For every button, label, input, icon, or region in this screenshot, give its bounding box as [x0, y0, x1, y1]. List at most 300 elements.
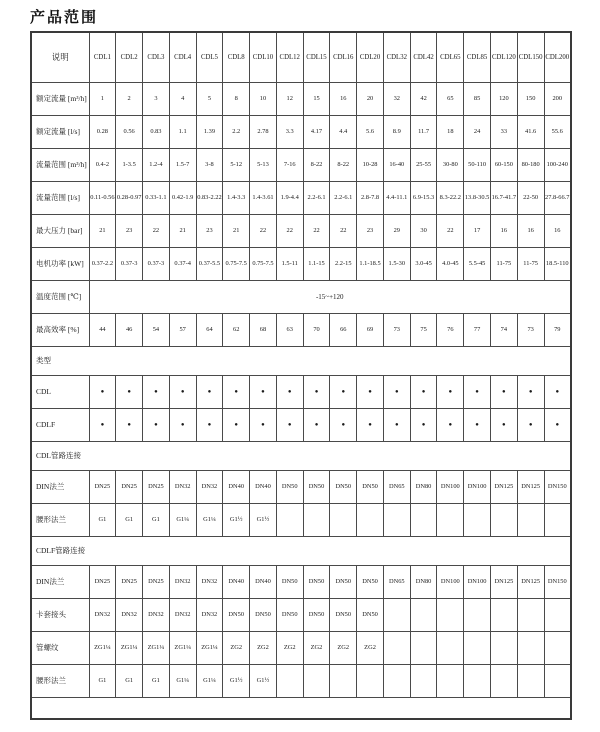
value-cell: [410, 598, 437, 631]
value-cell: DN50: [276, 598, 303, 631]
value-cell: 1.1-18.5: [357, 247, 384, 280]
value-cell: 1-3.5: [116, 148, 143, 181]
availability-bullet-cell: ●: [303, 408, 330, 441]
value-cell: G1½: [223, 503, 250, 536]
value-cell: 55.6: [544, 115, 571, 148]
column-header: CDL15: [303, 32, 330, 82]
value-cell: 18.5-110: [544, 247, 571, 280]
value-cell: [410, 631, 437, 664]
value-cell: 12: [276, 82, 303, 115]
value-cell: 4: [169, 82, 196, 115]
value-cell: 100-240: [544, 148, 571, 181]
availability-bullet-cell: ●: [490, 375, 517, 408]
value-cell: [383, 631, 410, 664]
value-cell: 11-75: [517, 247, 544, 280]
value-cell: DN100: [464, 470, 491, 503]
value-cell: 0.75-7.5: [250, 247, 277, 280]
value-cell: G1½: [250, 503, 277, 536]
row-label: DIN法兰: [31, 470, 89, 503]
value-cell: DN25: [143, 565, 170, 598]
value-cell: 68: [250, 313, 277, 346]
availability-bullet-cell: ●: [383, 375, 410, 408]
value-cell: 22: [303, 214, 330, 247]
section-header-row: [31, 441, 571, 470]
value-cell: 62: [223, 313, 250, 346]
availability-bullet-cell: ●: [490, 408, 517, 441]
value-cell: ZG2: [250, 631, 277, 664]
value-cell: DN32: [196, 470, 223, 503]
value-cell: 0.42-1.9: [169, 181, 196, 214]
value-cell: [303, 664, 330, 697]
column-header: CDL2: [116, 32, 143, 82]
empty-cell: [31, 697, 571, 719]
table-row-merged: [31, 280, 571, 313]
value-cell: 22: [330, 214, 357, 247]
value-cell: 1.2-4: [143, 148, 170, 181]
value-cell: DN50: [330, 598, 357, 631]
value-cell: ZG2: [276, 631, 303, 664]
availability-bullet-cell: ●: [330, 375, 357, 408]
value-cell: 0.37-2.2: [89, 247, 116, 280]
value-cell: DN100: [437, 565, 464, 598]
value-cell: 16: [490, 214, 517, 247]
column-header: CDL120: [490, 32, 517, 82]
section-label: CDL管路连接: [31, 441, 571, 470]
value-cell: 200: [544, 82, 571, 115]
table-row: [31, 408, 571, 441]
value-cell: DN80: [410, 470, 437, 503]
value-cell: 77: [464, 313, 491, 346]
value-cell: 1.5-7: [169, 148, 196, 181]
value-cell: [544, 664, 571, 697]
value-cell: 0.37-4: [169, 247, 196, 280]
availability-bullet-cell: ●: [517, 375, 544, 408]
value-cell: [383, 503, 410, 536]
value-cell: [517, 503, 544, 536]
merged-value-cell: -15~+120: [89, 280, 571, 313]
value-cell: 2.8-7.8: [357, 181, 384, 214]
value-cell: G1¼: [196, 503, 223, 536]
value-cell: [276, 664, 303, 697]
availability-bullet-cell: ●: [89, 408, 116, 441]
value-cell: 23: [196, 214, 223, 247]
value-cell: [437, 598, 464, 631]
value-cell: [357, 503, 384, 536]
value-cell: [276, 503, 303, 536]
value-cell: 1.1-15: [303, 247, 330, 280]
value-cell: [544, 598, 571, 631]
value-cell: 22: [143, 214, 170, 247]
value-cell: [357, 664, 384, 697]
value-cell: DN125: [490, 565, 517, 598]
value-cell: 10-28: [357, 148, 384, 181]
value-cell: 4.4: [330, 115, 357, 148]
availability-bullet-cell: ●: [89, 375, 116, 408]
value-cell: 15: [303, 82, 330, 115]
value-cell: 2.2-15: [330, 247, 357, 280]
value-cell: DN50: [357, 470, 384, 503]
availability-bullet-cell: ●: [437, 375, 464, 408]
value-cell: 2.78: [250, 115, 277, 148]
value-cell: 16: [330, 82, 357, 115]
value-cell: [544, 503, 571, 536]
row-label: 额定流量 [m³/h]: [31, 82, 89, 115]
value-cell: 7-16: [276, 148, 303, 181]
value-cell: G1¼: [196, 664, 223, 697]
table-row: [31, 148, 571, 181]
value-cell: 21: [169, 214, 196, 247]
column-header: CDL4: [169, 32, 196, 82]
availability-bullet-cell: ●: [250, 408, 277, 441]
value-cell: 44: [89, 313, 116, 346]
availability-bullet-cell: ●: [383, 408, 410, 441]
value-cell: DN32: [169, 470, 196, 503]
availability-bullet-cell: ●: [357, 408, 384, 441]
value-cell: 22-50: [517, 181, 544, 214]
value-cell: 21: [223, 214, 250, 247]
value-cell: 0.75-7.5: [223, 247, 250, 280]
value-cell: 66: [330, 313, 357, 346]
section-header-row: [31, 346, 571, 375]
value-cell: G1: [89, 503, 116, 536]
availability-bullet-cell: ●: [143, 375, 170, 408]
section-label: 类型: [31, 346, 571, 375]
value-cell: [464, 631, 491, 664]
availability-bullet-cell: ●: [250, 375, 277, 408]
value-cell: 6.9-15.3: [410, 181, 437, 214]
availability-bullet-cell: ●: [223, 375, 250, 408]
value-cell: 10: [250, 82, 277, 115]
value-cell: [490, 503, 517, 536]
table-row: [31, 470, 571, 503]
availability-bullet-cell: ●: [437, 408, 464, 441]
value-cell: 8.3-22.2: [437, 181, 464, 214]
value-cell: 42: [410, 82, 437, 115]
value-cell: DN32: [116, 598, 143, 631]
value-cell: 21: [89, 214, 116, 247]
availability-bullet-cell: ●: [464, 375, 491, 408]
value-cell: 18: [437, 115, 464, 148]
value-cell: 23: [116, 214, 143, 247]
value-cell: 22: [250, 214, 277, 247]
value-cell: 73: [517, 313, 544, 346]
value-cell: G1½: [223, 664, 250, 697]
value-cell: 30-80: [437, 148, 464, 181]
column-header: CDL85: [464, 32, 491, 82]
table-row: [31, 565, 571, 598]
value-cell: 5-12: [223, 148, 250, 181]
value-cell: 85: [464, 82, 491, 115]
value-cell: [383, 598, 410, 631]
row-label: 电机功率 [kW]: [31, 247, 89, 280]
column-header: CDL32: [383, 32, 410, 82]
value-cell: 8-22: [330, 148, 357, 181]
value-cell: 5: [196, 82, 223, 115]
row-label: 流量范围 [m³/h]: [31, 148, 89, 181]
value-cell: DN32: [143, 598, 170, 631]
value-cell: 0.4-2: [89, 148, 116, 181]
row-label: 温度范围 [℃]: [31, 280, 89, 313]
availability-bullet-cell: ●: [196, 375, 223, 408]
value-cell: DN100: [437, 470, 464, 503]
value-cell: 30: [410, 214, 437, 247]
value-cell: 0.37-5.5: [196, 247, 223, 280]
table-row: [31, 82, 571, 115]
row-label: CDL: [31, 375, 89, 408]
value-cell: G1: [89, 664, 116, 697]
column-header: CDL200: [544, 32, 571, 82]
value-cell: 54: [143, 313, 170, 346]
value-cell: DN50: [330, 470, 357, 503]
value-cell: [464, 598, 491, 631]
value-cell: [410, 503, 437, 536]
value-cell: 4.17: [303, 115, 330, 148]
value-cell: DN50: [223, 598, 250, 631]
value-cell: ZG1¼: [116, 631, 143, 664]
value-cell: DN50: [303, 470, 330, 503]
value-cell: DN65: [383, 565, 410, 598]
value-cell: 8.9: [383, 115, 410, 148]
table-row: [31, 313, 571, 346]
row-label: 腰形法兰: [31, 503, 89, 536]
value-cell: 2: [116, 82, 143, 115]
availability-bullet-cell: ●: [410, 408, 437, 441]
value-cell: DN50: [276, 565, 303, 598]
value-cell: 2.2-6.1: [303, 181, 330, 214]
value-cell: 0.28: [89, 115, 116, 148]
value-cell: 29: [383, 214, 410, 247]
value-cell: 1.1: [169, 115, 196, 148]
availability-bullet-cell: ●: [544, 408, 571, 441]
availability-bullet-cell: ●: [517, 408, 544, 441]
value-cell: DN50: [357, 598, 384, 631]
row-label: 卡套接头: [31, 598, 89, 631]
table-row: [31, 247, 571, 280]
table-row: [31, 664, 571, 697]
value-cell: [490, 631, 517, 664]
value-cell: 65: [437, 82, 464, 115]
value-cell: ZG1¼: [196, 631, 223, 664]
value-cell: 0.33-1.1: [143, 181, 170, 214]
value-cell: 120: [490, 82, 517, 115]
value-cell: DN25: [116, 470, 143, 503]
column-header: CDL150: [517, 32, 544, 82]
column-header: CDL42: [410, 32, 437, 82]
corner-header: 说明: [31, 32, 89, 82]
value-cell: 57: [169, 313, 196, 346]
table-row: [31, 503, 571, 536]
value-cell: DN32: [169, 598, 196, 631]
table-row: [31, 375, 571, 408]
value-cell: DN25: [89, 470, 116, 503]
availability-bullet-cell: ●: [410, 375, 437, 408]
value-cell: DN50: [303, 565, 330, 598]
value-cell: G1: [116, 503, 143, 536]
value-cell: 33: [490, 115, 517, 148]
value-cell: DN50: [357, 565, 384, 598]
value-cell: DN25: [143, 470, 170, 503]
value-cell: ZG1¼: [169, 631, 196, 664]
value-cell: 2.2: [223, 115, 250, 148]
value-cell: [437, 664, 464, 697]
value-cell: 23: [357, 214, 384, 247]
value-cell: 1.4-3.61: [250, 181, 277, 214]
value-cell: 63: [276, 313, 303, 346]
value-cell: ZG2: [330, 631, 357, 664]
value-cell: 16-40: [383, 148, 410, 181]
column-header: CDL65: [437, 32, 464, 82]
value-cell: G1: [143, 664, 170, 697]
value-cell: 16.7-41.7: [490, 181, 517, 214]
page-title: 产品范围: [30, 9, 99, 26]
value-cell: [544, 631, 571, 664]
product-range-table: [30, 31, 572, 720]
value-cell: 16: [544, 214, 571, 247]
value-cell: 3.0-45: [410, 247, 437, 280]
availability-bullet-cell: ●: [276, 375, 303, 408]
value-cell: 11.7: [410, 115, 437, 148]
table-row: [31, 115, 571, 148]
value-cell: 1.5-11: [276, 247, 303, 280]
value-cell: 8-22: [303, 148, 330, 181]
row-label: 最高效率 [%]: [31, 313, 89, 346]
value-cell: 0.56: [116, 115, 143, 148]
product-range-table-container: [30, 31, 572, 720]
value-cell: [517, 598, 544, 631]
value-cell: [330, 503, 357, 536]
value-cell: DN40: [250, 470, 277, 503]
availability-bullet-cell: ●: [464, 408, 491, 441]
value-cell: 41.6: [517, 115, 544, 148]
column-header: CDL10: [250, 32, 277, 82]
row-label: 额定流量 [l/s]: [31, 115, 89, 148]
table-row: [31, 598, 571, 631]
value-cell: DN25: [89, 565, 116, 598]
value-cell: 74: [490, 313, 517, 346]
section-header-row: [31, 536, 571, 565]
value-cell: 0.83: [143, 115, 170, 148]
value-cell: ZG1¼: [143, 631, 170, 664]
value-cell: DN32: [169, 565, 196, 598]
row-label: 管螺纹: [31, 631, 89, 664]
availability-bullet-cell: ●: [143, 408, 170, 441]
value-cell: 64: [196, 313, 223, 346]
value-cell: ZG2: [223, 631, 250, 664]
availability-bullet-cell: ●: [544, 375, 571, 408]
value-cell: DN32: [196, 598, 223, 631]
value-cell: 5-13: [250, 148, 277, 181]
value-cell: G1¼: [169, 664, 196, 697]
value-cell: 70: [303, 313, 330, 346]
value-cell: 22: [276, 214, 303, 247]
value-cell: DN150: [544, 565, 571, 598]
value-cell: DN40: [250, 565, 277, 598]
row-label: 流量范围 [l/s]: [31, 181, 89, 214]
value-cell: 1.4-3.3: [223, 181, 250, 214]
availability-bullet-cell: ●: [223, 408, 250, 441]
value-cell: 5.6: [357, 115, 384, 148]
value-cell: 0.37-3: [116, 247, 143, 280]
value-cell: [303, 503, 330, 536]
value-cell: G1: [116, 664, 143, 697]
table-header-row: [31, 32, 571, 82]
empty-row: [31, 697, 571, 719]
value-cell: 76: [437, 313, 464, 346]
value-cell: 13.8-30.5: [464, 181, 491, 214]
value-cell: 75: [410, 313, 437, 346]
value-cell: 4.4-11.1: [383, 181, 410, 214]
value-cell: 3.3: [276, 115, 303, 148]
value-cell: 1.9-4.4: [276, 181, 303, 214]
value-cell: [437, 503, 464, 536]
availability-bullet-cell: ●: [196, 408, 223, 441]
value-cell: 1: [89, 82, 116, 115]
value-cell: 0.83-2.22: [196, 181, 223, 214]
availability-bullet-cell: ●: [357, 375, 384, 408]
table-row: [31, 214, 571, 247]
value-cell: 1.39: [196, 115, 223, 148]
value-cell: [464, 503, 491, 536]
value-cell: 11-75: [490, 247, 517, 280]
availability-bullet-cell: ●: [169, 408, 196, 441]
value-cell: DN32: [89, 598, 116, 631]
value-cell: 46: [116, 313, 143, 346]
value-cell: DN125: [490, 470, 517, 503]
value-cell: 73: [383, 313, 410, 346]
value-cell: [437, 631, 464, 664]
value-cell: 24: [464, 115, 491, 148]
value-cell: DN65: [383, 470, 410, 503]
table-row: [31, 631, 571, 664]
table-row: [31, 181, 571, 214]
value-cell: 2.2-6.1: [330, 181, 357, 214]
value-cell: 3: [143, 82, 170, 115]
row-label: 最大压力 [bar]: [31, 214, 89, 247]
value-cell: 60-150: [490, 148, 517, 181]
value-cell: DN50: [276, 470, 303, 503]
value-cell: DN50: [250, 598, 277, 631]
value-cell: G1½: [250, 664, 277, 697]
value-cell: DN50: [330, 565, 357, 598]
value-cell: [490, 664, 517, 697]
value-cell: 20: [357, 82, 384, 115]
value-cell: ZG2: [303, 631, 330, 664]
value-cell: DN125: [517, 565, 544, 598]
value-cell: 5.5-45: [464, 247, 491, 280]
column-header: CDL3: [143, 32, 170, 82]
column-header: CDL1: [89, 32, 116, 82]
value-cell: [517, 631, 544, 664]
value-cell: DN40: [223, 565, 250, 598]
value-cell: 8: [223, 82, 250, 115]
section-label: CDLF管路连接: [31, 536, 571, 565]
value-cell: [517, 664, 544, 697]
value-cell: 0.28-0.97: [116, 181, 143, 214]
value-cell: 3-8: [196, 148, 223, 181]
value-cell: [330, 664, 357, 697]
value-cell: 4.0-45: [437, 247, 464, 280]
value-cell: G1¼: [169, 503, 196, 536]
value-cell: 80-180: [517, 148, 544, 181]
column-header: CDL12: [276, 32, 303, 82]
value-cell: [490, 598, 517, 631]
value-cell: 79: [544, 313, 571, 346]
availability-bullet-cell: ●: [303, 375, 330, 408]
row-label: CDLF: [31, 408, 89, 441]
value-cell: ZG1¼: [89, 631, 116, 664]
value-cell: 0.37-3: [143, 247, 170, 280]
row-label: 腰形法兰: [31, 664, 89, 697]
